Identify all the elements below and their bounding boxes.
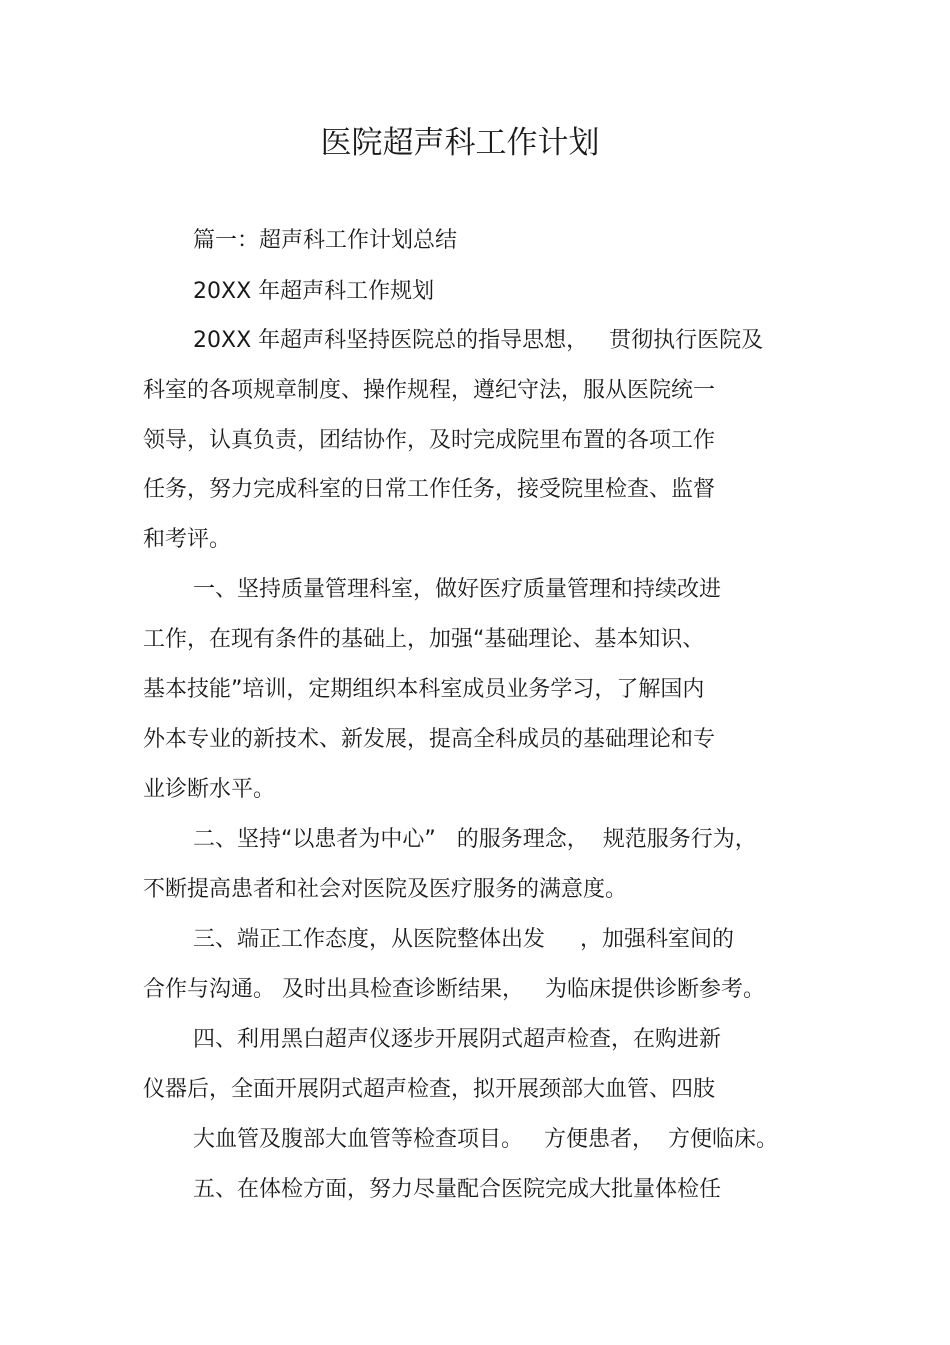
paragraph-line: 科室的各项规章制度、操作规程，遵纪守法，服从医院统一 <box>143 378 716 403</box>
section-heading: 篇一：超声科工作计划总结 <box>193 228 458 253</box>
paragraph-line: 不断提高患者和社会对医院及医疗服务的满意度。 <box>143 877 628 902</box>
paragraph-line: 合作与沟通。 及时出具检查诊断结果， 为临床提供诊断参考。 <box>143 977 765 1002</box>
document-title: 医院超声科工作计划 <box>320 125 600 161</box>
paragraph-line: 二、坚持“以患者为中心” 的服务理念， 规范服务行为， <box>193 827 757 852</box>
paragraph-line: 基本技能”培训，定期组织本科室成员业务学习，了解国内 <box>143 677 705 702</box>
paragraph-line: 三、端正工作态度，从医院整体出发 ，加强科室间的 <box>193 927 734 952</box>
paragraph-line: 工作，在现有条件的基础上，加强“基础理论、基本知识、 <box>143 627 705 652</box>
paragraph-line: 外本专业的新技术、新发展，提高全科成员的基础理论和专 <box>143 727 716 752</box>
paragraph-line: 业诊断水平。 <box>143 777 276 802</box>
paragraph-line: 一、坚持质量管理科室，做好医疗质量管理和持续改进 <box>193 577 722 602</box>
paragraph-line: 领导，认真负责，团结协作，及时完成院里布置的各项工作 <box>143 428 716 453</box>
paragraph-line: 大血管及腹部大血管等检查项目。 方便患者， 方便临床。 <box>193 1127 778 1152</box>
paragraph-line: 和考评。 <box>143 527 232 552</box>
plan-heading: 20XX 年超声科工作规划 <box>193 279 435 304</box>
paragraph-line: 五、在体检方面，努力尽量配合医院完成大批量体检任 <box>193 1177 722 1202</box>
paragraph-line: 20XX 年超声科坚持医院总的指导思想， 贯彻执行医院及 <box>193 328 764 353</box>
paragraph-line: 任务，努力完成科室的日常工作任务，接受院里检查、监督 <box>143 477 716 502</box>
paragraph-line: 仪器后，全面开展阴式超声检查，拟开展颈部大血管、四肢 <box>143 1077 716 1102</box>
paragraph-line: 四、利用黑白超声仪逐步开展阴式超声检查，在购进新 <box>193 1027 722 1052</box>
